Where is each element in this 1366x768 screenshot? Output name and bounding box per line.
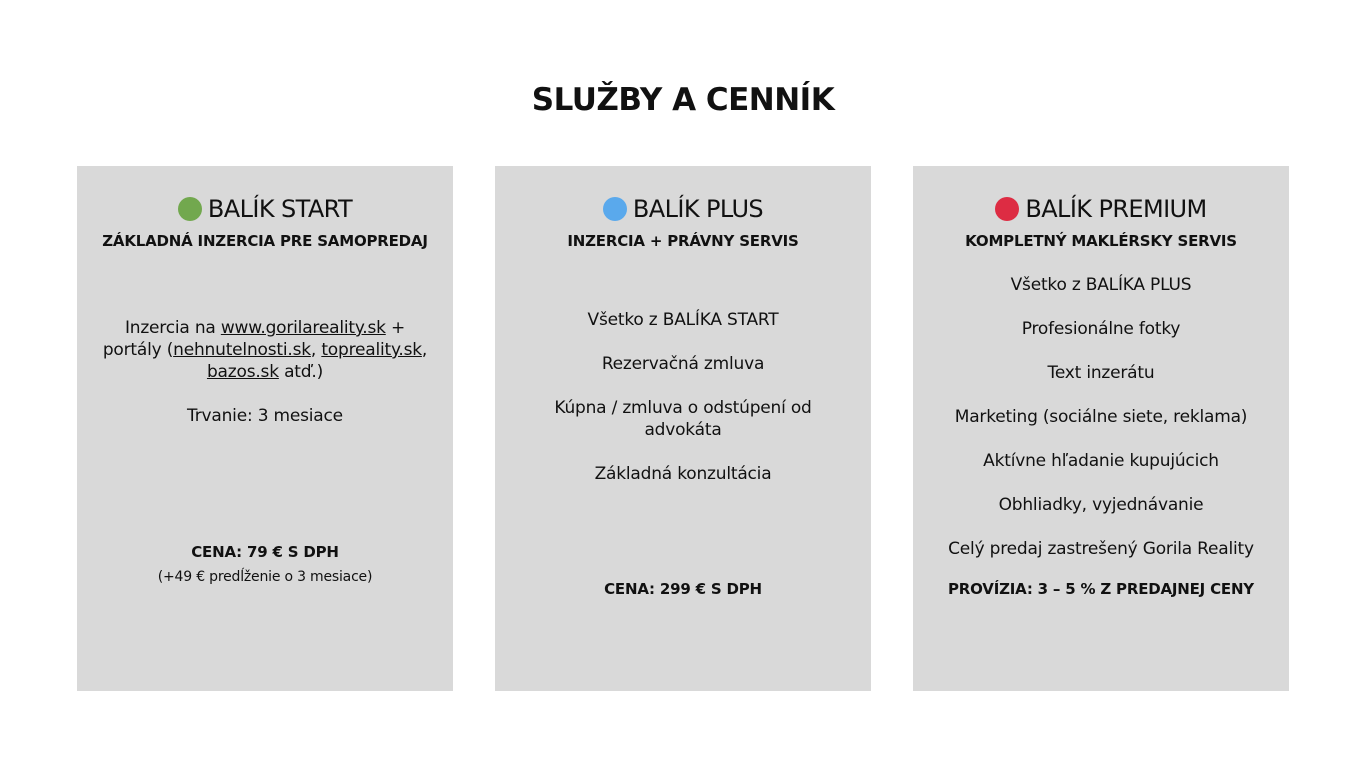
package-price: PROVÍZIA: 3 – 5 % Z PREDAJNEJ CENY (948, 580, 1254, 598)
package-feature: Rezervačná zmluva (601, 354, 765, 374)
package-description (77, 317, 453, 383)
feature-line: Kúpna / zmluva o odstúpení od (554, 398, 812, 418)
package-feature: Všetko z BALÍKA PLUS (1010, 275, 1192, 295)
text-fragment: , (421, 340, 428, 360)
package-feature: Všetko z BALÍKA START (587, 310, 779, 330)
package-card-start (77, 166, 453, 691)
package-feature: Marketing (sociálne siete, reklama) (954, 407, 1248, 427)
feature-line: advokáta (644, 420, 722, 440)
text-fragment: portály ( (102, 340, 174, 360)
package-subtitle: KOMPLETNÝ MAKLÉRSKY SERVIS (965, 232, 1237, 250)
package-feature: Obhliadky, vyjednávanie (998, 495, 1204, 515)
package-feature: Celý predaj zastrešený Gorila Reality (948, 539, 1254, 559)
package-title: BALÍK PREMIUM (1025, 195, 1207, 223)
blue-dot-icon (603, 197, 627, 221)
package-card-premium (913, 166, 1289, 691)
package-price: CENA: 79 € S DPH (191, 543, 339, 561)
package-feature: Aktívne hľadanie kupujúcich (983, 451, 1219, 471)
package-subtitle: ZÁKLADNÁ INZERCIA PRE SAMOPREDAJ (102, 232, 428, 250)
green-dot-icon (178, 197, 202, 221)
portal-link-bazos[interactable]: bazos.sk (206, 362, 279, 382)
package-feature: Profesionálne fotky (1021, 319, 1181, 339)
text-fragment: , (310, 340, 317, 360)
package-card-plus (495, 166, 871, 691)
package-feature: Text inzerátu (1047, 363, 1155, 383)
package-price: CENA: 299 € S DPH (604, 580, 762, 598)
package-subtitle: INZERCIA + PRÁVNY SERVIS (567, 232, 799, 250)
package-feature (495, 397, 871, 441)
portal-link-nehnutelnosti[interactable]: nehnutelnosti.sk (173, 340, 311, 360)
website-link[interactable]: www.gorilareality.sk (220, 318, 386, 338)
text-fragment: atď.) (284, 362, 324, 382)
package-duration: Trvanie: 3 mesiace (187, 406, 343, 426)
package-title: BALÍK PLUS (632, 195, 764, 223)
portal-link-topreality[interactable]: topreality.sk (321, 340, 422, 360)
page-title: SLUŽBY A CENNÍK (531, 82, 835, 118)
package-header-premium (913, 195, 1289, 223)
package-header-plus (495, 195, 871, 223)
package-title: BALÍK START (207, 195, 353, 223)
red-dot-icon (995, 197, 1019, 221)
text-fragment: + (391, 318, 406, 338)
text-fragment: Inzercia na (124, 318, 216, 338)
package-header-start (77, 195, 453, 223)
package-feature: Základná konzultácia (594, 464, 772, 484)
package-price-note: (+49 € predĺženie o 3 mesiace) (157, 569, 373, 585)
